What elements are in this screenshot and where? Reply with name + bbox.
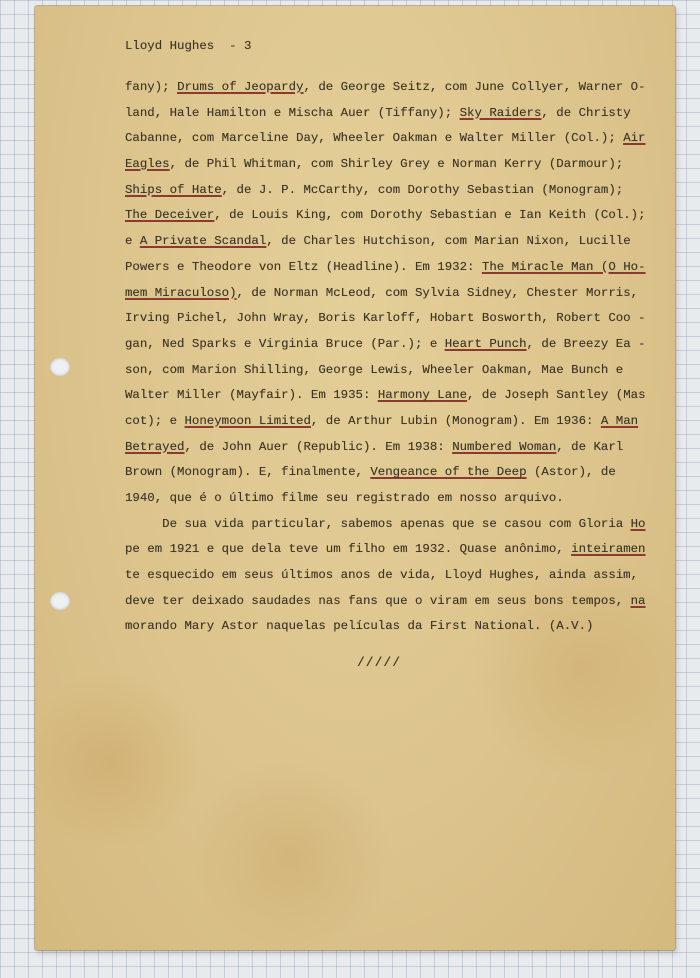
text-run: fany); [125, 80, 178, 94]
text-line [125, 515, 646, 541]
underlined-title: Eagles [125, 157, 170, 172]
text-run: , de Phil Whitman, com Shirley Grey e Norman Kerry (Darmour); [169, 157, 624, 172]
text-run: Brown (Monogram). E, finalmente, [125, 465, 371, 480]
text-line [125, 540, 646, 566]
text-run: pe em 1921 e que dela teve um filho em 1932. Quase anônimo, [125, 542, 572, 557]
text-run: Powers e Theodore von Eltz (Headline). Em 1932: [125, 259, 482, 274]
underlined-title: Betrayed [125, 439, 185, 454]
text-run: land, Hale Hamilton e Mischa Auer (Tiffany); [125, 105, 460, 120]
underlined-title: A Man [600, 413, 639, 428]
text-line [125, 463, 646, 489]
page-header: Lloyd Hughes - 3 [125, 39, 252, 53]
punch-hole [50, 592, 70, 610]
text-line [125, 206, 646, 232]
body-text [125, 78, 646, 643]
underlined-title: Sky Raiders [459, 105, 542, 120]
text-run: cot); e [125, 413, 185, 428]
text-run: te esquecido em seus últimos anos de vida, Lloyd Hughes, ainda assim, [125, 568, 639, 583]
text-run: morando Mary Astor naquelas películas da First National. (A.V.) [125, 619, 594, 634]
underlined-title: Ho [630, 516, 646, 531]
text-line [125, 335, 646, 361]
underlined-title: mem Miraculoso) [125, 285, 237, 300]
text-line [125, 386, 646, 412]
text-line [125, 232, 646, 258]
text-run: , de J. P. McCarthy, com Dorothy Sebastian (Monogram); [221, 182, 624, 197]
underlined-title: Harmony Lane [377, 388, 468, 403]
typewritten-page [35, 6, 675, 950]
underlined-title: Vengeance of the Deep [370, 465, 527, 480]
underlined-title: The Miracle Man (O Ho- [481, 259, 646, 274]
text-run: gan, Ned Sparks e Virginia Bruce (Par.); e [125, 336, 445, 351]
underlined-title: A Private Scandal [139, 234, 267, 249]
text-line [125, 284, 646, 310]
text-run: , de Louis King, com Dorothy Sebastian e Ian Keith (Col.); [214, 208, 646, 223]
text-run: De sua vida particular, sabemos apenas que se casou com Gloria [125, 516, 631, 531]
underlined-title: Honeymoon Limited [184, 413, 311, 428]
text-line [125, 309, 646, 335]
text-run: , de Charles Hutchison, com Marian Nixon, Lucille [266, 234, 631, 249]
text-run: , de Arthur Lubin (Monogram). Em 1936: [310, 413, 601, 428]
text-run: (Astor), de [526, 465, 616, 480]
text-run: , de Karl [556, 439, 624, 454]
underlined-title: Heart Punch [444, 336, 527, 351]
text-run: , de Norman McLeod, com Sylvia Sidney, Chester Morris, [236, 285, 639, 300]
underlined-title: na [630, 593, 646, 608]
punch-hole [50, 358, 70, 376]
text-line [125, 592, 646, 618]
text-line [125, 489, 646, 515]
text-line [125, 181, 646, 207]
end-mark: ///// [357, 655, 402, 670]
text-run: deve ter deixado saudades nas fans que o viram em seus bons tempos, [125, 593, 631, 608]
underlined-title: inteiramen [571, 542, 646, 557]
text-run: , de Breezy Ea - [526, 336, 646, 351]
text-line [125, 78, 646, 104]
text-line [125, 129, 646, 155]
underlined-title: Drums of Jeopardy [177, 80, 304, 94]
text-line [125, 155, 646, 181]
text-run: , de Joseph Santley (Mas [467, 388, 646, 403]
text-run: Cabanne, com Marceline Day, Wheeler Oakman e Walter Miller (Col.); [125, 131, 624, 146]
underlined-title: Air [623, 131, 646, 146]
text-run: e [125, 234, 140, 249]
text-line [125, 361, 646, 387]
text-run: Irving Pichel, John Wray, Boris Karloff, Hobart Bosworth, Robert Coo - [125, 311, 646, 326]
text-line [125, 258, 646, 284]
text-run: 1940, que é o último filme seu registrado em nosso arquivo. [125, 491, 564, 505]
text-line [125, 617, 646, 643]
underlined-title: Numbered Woman [452, 439, 557, 454]
text-run: , de John Auer (Republic). Em 1938: [184, 439, 453, 454]
text-run: Walter Miller (Mayfair). Em 1935: [125, 388, 378, 403]
underlined-title: The Deceiver [125, 208, 215, 223]
underlined-title: Ships of Hate [125, 182, 222, 197]
text-line [125, 412, 646, 438]
text-run: , de Christy [541, 105, 631, 120]
text-run: , de George Seitz, com June Collyer, Warner O- [303, 80, 646, 94]
text-line [125, 566, 646, 592]
text-line [125, 438, 646, 464]
text-run: son, com Marion Shilling, George Lewis, Wheeler Oakman, Mae Bunch e [125, 362, 624, 377]
text-line [125, 104, 646, 130]
